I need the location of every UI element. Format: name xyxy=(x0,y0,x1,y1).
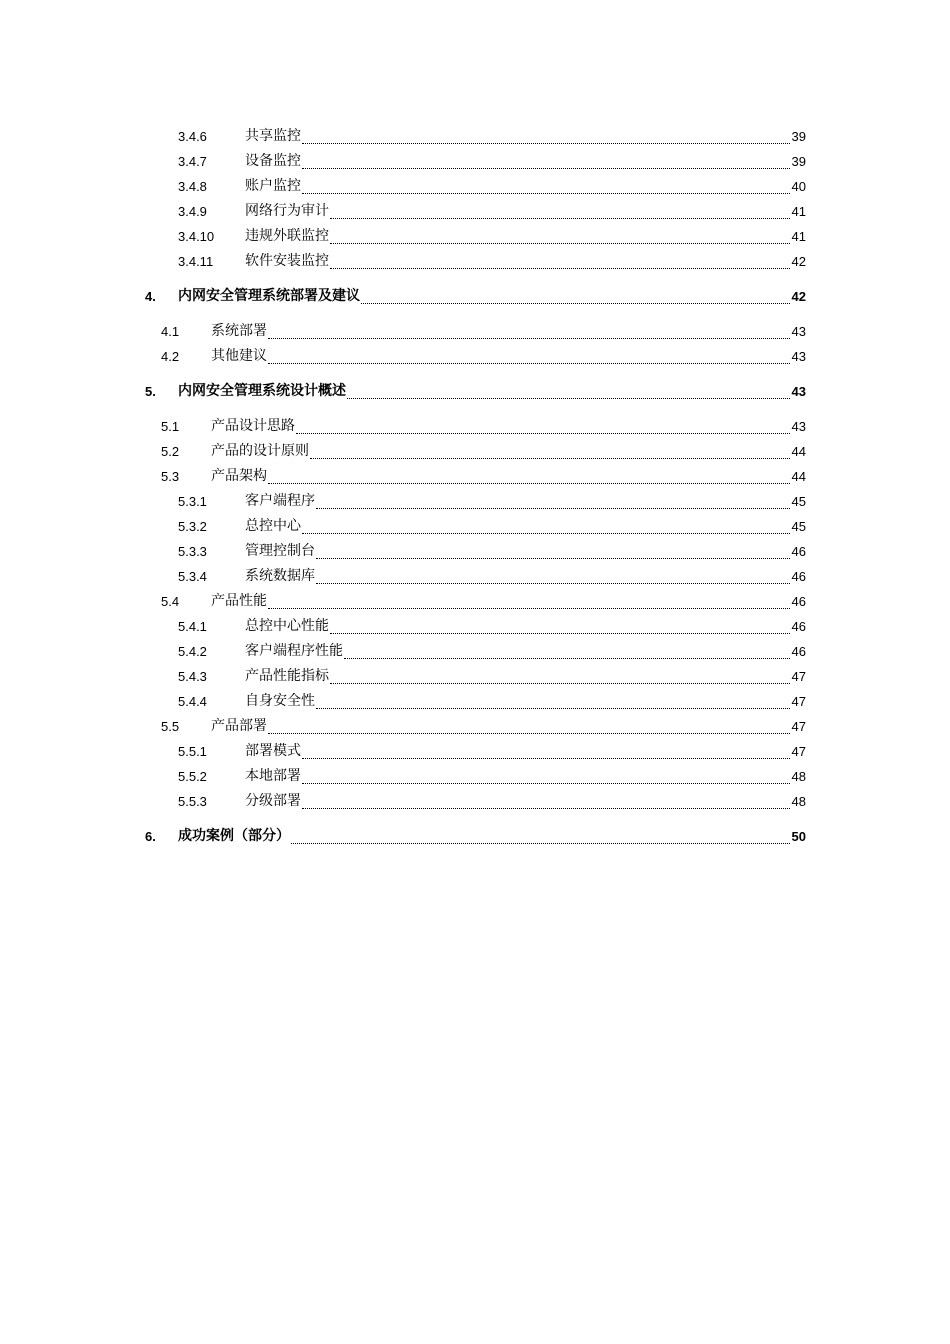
toc-entry-page-number: 46 xyxy=(791,594,806,609)
toc-entry[interactable] xyxy=(0,764,950,789)
toc-entry[interactable] xyxy=(0,319,950,344)
toc-entry-title[interactable]: 其他建议 xyxy=(211,348,267,364)
toc-entry-page-number: 39 xyxy=(791,154,806,169)
toc-entry-title[interactable]: 分级部署 xyxy=(245,793,301,809)
toc-dot-leader xyxy=(268,479,790,484)
toc-entry-title[interactable]: 产品性能指标 xyxy=(245,668,329,684)
toc-entry[interactable] xyxy=(0,614,950,639)
toc-entry[interactable] xyxy=(0,789,950,814)
toc-entry[interactable] xyxy=(0,489,950,514)
toc-entry-number: 5.3.2 xyxy=(178,519,207,534)
toc-dot-leader xyxy=(268,359,790,364)
toc-dot-leader xyxy=(330,264,790,269)
toc-entry[interactable] xyxy=(0,174,950,199)
toc-entry[interactable] xyxy=(0,149,950,174)
toc-entry-number: 5.3.4 xyxy=(178,569,207,584)
toc-section-gap xyxy=(0,369,950,379)
toc-entry-title[interactable]: 客户端程序 xyxy=(245,493,315,509)
toc-entry-title[interactable]: 部署模式 xyxy=(245,743,301,759)
toc-entry-title[interactable]: 违规外联监控 xyxy=(245,228,329,244)
toc-entry[interactable] xyxy=(0,564,950,589)
toc-entry-page-number: 42 xyxy=(791,289,806,304)
toc-entry-number: 5.3.3 xyxy=(178,544,207,559)
toc-entry-page-number: 47 xyxy=(791,694,806,709)
toc-entry[interactable] xyxy=(0,639,950,664)
toc-entry-page-number: 41 xyxy=(791,204,806,219)
toc-entry-number: 4. xyxy=(145,289,156,304)
toc-entry-title[interactable]: 产品的设计原则 xyxy=(211,443,309,459)
toc-entry-page-number: 47 xyxy=(791,744,806,759)
toc-entry-page-number: 47 xyxy=(791,719,806,734)
toc-dot-leader xyxy=(330,679,790,684)
toc-entry[interactable] xyxy=(0,689,950,714)
toc-entry-number: 5.3.1 xyxy=(178,494,207,509)
toc-entry-title[interactable]: 成功案例（部分） xyxy=(178,828,290,844)
toc-entry-page-number: 43 xyxy=(791,324,806,339)
toc-entry[interactable] xyxy=(0,414,950,439)
toc-entry-title[interactable]: 软件安装监控 xyxy=(245,253,329,269)
toc-entry-number: 5. xyxy=(145,384,156,399)
toc-dot-leader xyxy=(316,704,790,709)
toc-dot-leader xyxy=(296,429,790,434)
toc-entry-title[interactable]: 内网安全管理系统部署及建议 xyxy=(178,288,360,304)
toc-dot-leader xyxy=(302,754,790,759)
toc-dot-leader xyxy=(302,189,790,194)
toc-entry[interactable] xyxy=(0,379,950,404)
toc-entry-page-number: 46 xyxy=(791,569,806,584)
toc-entry-number: 5.5 xyxy=(161,719,180,734)
toc-entry-title[interactable]: 产品部署 xyxy=(211,718,267,734)
toc-section-gap xyxy=(0,309,950,319)
toc-entry-number: 4.1 xyxy=(161,324,180,339)
toc-entry[interactable] xyxy=(0,824,950,849)
toc-dot-leader xyxy=(268,729,790,734)
toc-entry-number: 3.4.6 xyxy=(178,129,207,144)
toc-entry[interactable] xyxy=(0,539,950,564)
toc-entry[interactable] xyxy=(0,739,950,764)
toc-entry-page-number: 39 xyxy=(791,129,806,144)
toc-entry-title[interactable]: 内网安全管理系统设计概述 xyxy=(178,383,346,399)
toc-entry[interactable] xyxy=(0,249,950,274)
toc-entry[interactable] xyxy=(0,224,950,249)
toc-entry-page-number: 48 xyxy=(791,769,806,784)
toc-entry-number: 5.5.1 xyxy=(178,744,207,759)
toc-section-gap xyxy=(0,404,950,414)
toc-dot-leader xyxy=(316,504,790,509)
toc-dot-leader xyxy=(302,139,790,144)
toc-section-gap xyxy=(0,814,950,824)
toc-entry-page-number: 43 xyxy=(791,384,806,399)
toc-entry-page-number: 43 xyxy=(791,349,806,364)
toc-dot-leader xyxy=(302,164,790,169)
toc-entry-page-number: 46 xyxy=(791,644,806,659)
toc-dot-leader xyxy=(268,604,790,609)
toc-entry-page-number: 47 xyxy=(791,669,806,684)
toc-dot-leader xyxy=(302,529,790,534)
toc-dot-leader xyxy=(310,454,790,459)
toc-entry-title[interactable]: 设备监控 xyxy=(245,153,301,169)
table-of-contents xyxy=(0,124,950,859)
toc-entry-number: 5.4 xyxy=(161,594,180,609)
toc-entry-page-number: 40 xyxy=(791,179,806,194)
toc-entry-title[interactable]: 总控中心性能 xyxy=(245,618,329,634)
toc-entry-page-number: 44 xyxy=(791,444,806,459)
toc-entry-page-number: 45 xyxy=(791,494,806,509)
toc-entry-number: 3.4.7 xyxy=(178,154,207,169)
toc-entry[interactable] xyxy=(0,284,950,309)
toc-entry[interactable] xyxy=(0,514,950,539)
toc-entry-number: 6. xyxy=(145,829,156,844)
toc-dot-leader xyxy=(291,839,790,844)
toc-entry-title[interactable]: 账户监控 xyxy=(245,178,301,194)
toc-entry-page-number: 43 xyxy=(791,419,806,434)
toc-entry-number: 5.1 xyxy=(161,419,180,434)
toc-dot-leader xyxy=(316,554,790,559)
toc-dot-leader xyxy=(330,214,790,219)
toc-entry-number: 3.4.11 xyxy=(178,254,214,269)
toc-entry-title[interactable]: 产品设计思路 xyxy=(211,418,295,434)
toc-entry-title[interactable]: 产品性能 xyxy=(211,593,267,609)
toc-entry-number: 5.4.1 xyxy=(178,619,207,634)
toc-dot-leader xyxy=(347,394,790,399)
toc-entry-title[interactable]: 管理控制台 xyxy=(245,543,315,559)
toc-entry[interactable] xyxy=(0,439,950,464)
toc-entry-number: 5.5.3 xyxy=(178,794,207,809)
toc-entry-number: 5.3 xyxy=(161,469,180,484)
toc-section-gap xyxy=(0,849,950,859)
toc-entry-number: 3.4.9 xyxy=(178,204,207,219)
toc-dot-leader xyxy=(361,299,790,304)
toc-dot-leader xyxy=(330,629,790,634)
toc-entry[interactable] xyxy=(0,199,950,224)
toc-entry-number: 3.4.8 xyxy=(178,179,207,194)
toc-entry-title[interactable]: 共享监控 xyxy=(245,128,301,144)
toc-entry[interactable] xyxy=(0,124,950,149)
toc-entry-page-number: 42 xyxy=(791,254,806,269)
toc-dot-leader xyxy=(330,239,790,244)
toc-entry-title[interactable]: 本地部署 xyxy=(245,768,301,784)
toc-entry-page-number: 41 xyxy=(791,229,806,244)
toc-entry[interactable] xyxy=(0,344,950,369)
toc-dot-leader xyxy=(302,779,790,784)
toc-entry-number: 4.2 xyxy=(161,349,180,364)
toc-entry-title[interactable]: 产品架构 xyxy=(211,468,267,484)
toc-entry[interactable] xyxy=(0,464,950,489)
toc-entry-page-number: 44 xyxy=(791,469,806,484)
toc-entry-title[interactable]: 总控中心 xyxy=(245,518,301,534)
toc-section-gap xyxy=(0,274,950,284)
toc-dot-leader xyxy=(302,804,790,809)
toc-entry-number: 5.4.4 xyxy=(178,694,207,709)
toc-entry[interactable] xyxy=(0,664,950,689)
toc-entry-page-number: 50 xyxy=(791,829,806,844)
toc-entry-title[interactable]: 自身安全性 xyxy=(245,693,315,709)
toc-entry-number: 3.4.10 xyxy=(178,229,215,244)
toc-entry[interactable] xyxy=(0,589,950,614)
toc-entry-page-number: 46 xyxy=(791,619,806,634)
toc-entry-page-number: 46 xyxy=(791,544,806,559)
toc-entry-page-number: 45 xyxy=(791,519,806,534)
toc-entry-page-number: 48 xyxy=(791,794,806,809)
toc-entry-title[interactable]: 系统部署 xyxy=(211,323,267,339)
toc-entry-number: 5.5.2 xyxy=(178,769,207,784)
toc-dot-leader xyxy=(344,654,790,659)
toc-entry-title[interactable]: 客户端程序性能 xyxy=(245,643,343,659)
toc-entry[interactable] xyxy=(0,714,950,739)
toc-dot-leader xyxy=(268,334,790,339)
toc-entry-number: 5.2 xyxy=(161,444,180,459)
toc-entry-number: 5.4.3 xyxy=(178,669,207,684)
toc-entry-number: 5.4.2 xyxy=(178,644,207,659)
toc-entry-title[interactable]: 网络行为审计 xyxy=(245,203,329,219)
toc-entry-title[interactable]: 系统数据库 xyxy=(245,568,315,584)
toc-dot-leader xyxy=(316,579,790,584)
